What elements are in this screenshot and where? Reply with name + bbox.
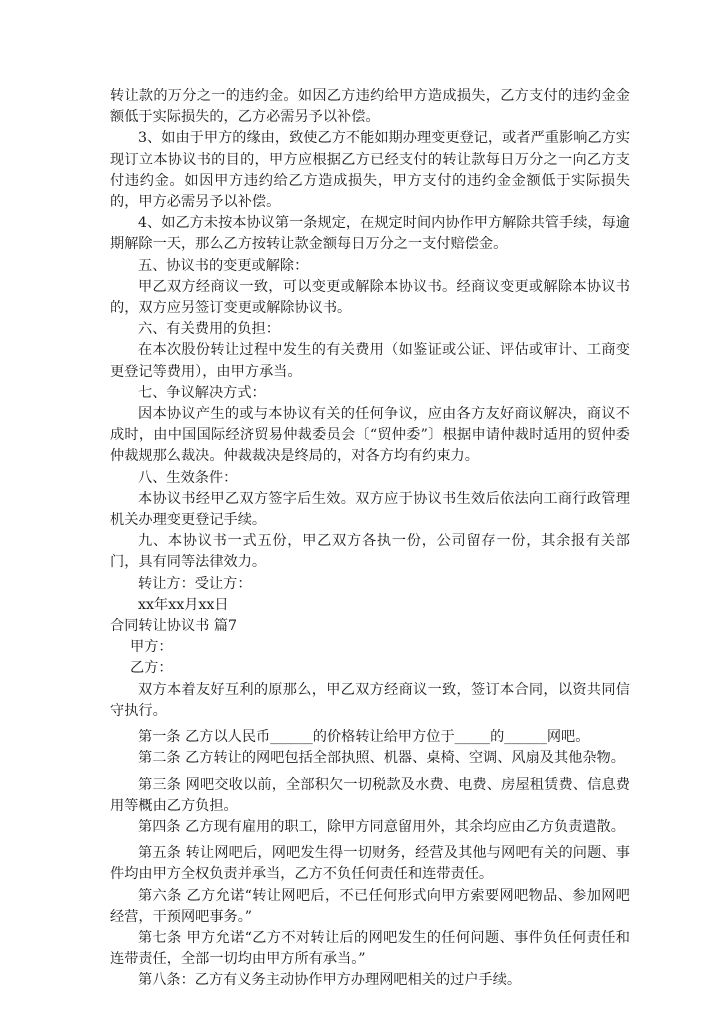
- paragraph: 转让款的万分之一的违约金。如因乙方违约给甲方造成损失，乙方支付的违约金金额低于实际损失的，乙方必需另予以补偿。: [110, 88, 630, 126]
- paragraph: 第六条 乙方允诺“转让网吧后，不已任何形式向甲方索要网吧物品、参加网吧经营，干预网吧事务。”: [110, 887, 630, 925]
- paragraph: 第三条 网吧交收以前，全部积欠一切税款及水费、电费、房屋租赁费、信息费用等概由乙方负担。: [110, 776, 630, 814]
- paragraph: 六、有关费用的负担：: [138, 321, 280, 338]
- paragraph: 因本协议产生的或与本协议有关的任何争议，应由各方友好商议解决，商议不成时，由中国国际经济贸易仲裁委员会〔“贸仲委”〕根据申请仲裁时适用的贸仲委仲裁规那么裁决。仲裁裁决是终局的，对各方均有约束力。: [110, 406, 630, 465]
- paragraph: 甲方：: [130, 639, 173, 656]
- paragraph: 甲乙双方经商议一致，可以变更或解除本协议书。经商议变更或解除本协议书的，双方应另签订变更或解除协议书。: [110, 278, 630, 317]
- paragraph: 第四条 乙方现有雇用的职工，除甲方同意留用外，其余均应由乙方负责遣散。: [138, 818, 625, 835]
- paragraph: 本协议书经甲乙双方签字后生效。双方应于协议书生效后依法向工商行政管理机关办理变更登记手续。: [110, 490, 630, 529]
- paragraph: 九、本协议书一式五份，甲乙双方各执一份，公司留存一份，其余报有关部门，具有同等法律效力。: [110, 533, 630, 571]
- paragraph: 乙方：: [130, 660, 173, 677]
- paragraph: 五、协议书的变更或解除：: [138, 257, 309, 274]
- paragraph: xx年xx月xx日: [138, 596, 229, 613]
- paragraph: 八、生效条件：: [138, 469, 238, 486]
- document-page: [110, 86, 630, 992]
- paragraph: 七、争议解决方式：: [138, 384, 266, 401]
- paragraph: 第七条 甲方允诺“乙方不对转让后的网吧发生的任何问题、事件负任何责任和连带责任，全部一切均由甲方所有承当。”: [110, 929, 630, 968]
- paragraph: 转让方：受让方：: [138, 575, 252, 592]
- paragraph: 第五条 转让网吧后，网吧发生得一切财务，经营及其他与网吧有关的问题、事件均由甲方全权负责并承当，乙方不负任何责任和连带责任。: [110, 845, 630, 883]
- paragraph: 第一条 乙方以人民币______的价格转让给甲方位于_____的______网吧。: [138, 729, 590, 746]
- paragraph: 在本次股份转让过程中发生的有关费用（如鉴证或公证、评估或审计、工商变更登记等费用），由甲方承当。: [110, 342, 630, 380]
- paragraph: 双方本着友好互利的原那么，甲乙双方经商议一致，签订本合同，以资共同信守执行。: [110, 681, 630, 719]
- paragraph: 第二条 乙方转让的网吧包括全部执照、机器、桌椅、空调、风扇及其他杂物。: [138, 750, 625, 767]
- section-heading: 合同转让协议书 篇7: [110, 618, 238, 635]
- paragraph: 第八条：乙方有义务主动协作甲方办理网吧相关的过户手续。: [138, 972, 522, 989]
- paragraph: 4、如乙方未按本协议第一条规定，在规定时间内协作甲方解除共管手续，每逾期解除一天，那么乙方按转让款金额每日万分之一支付赔偿金。: [110, 215, 630, 253]
- paragraph: 3、如由于甲方的缘由，致使乙方不能如期办理变更登记，或者严重影响乙方实现订立本协议书的目的，甲方应根据乙方已经支付的转让款每日万分之一向乙方支付违约金。如因甲方违约给乙方造成损失，甲方支付的违约金金额低于实际损失的，甲方必需另予以补偿。: [110, 130, 630, 211]
